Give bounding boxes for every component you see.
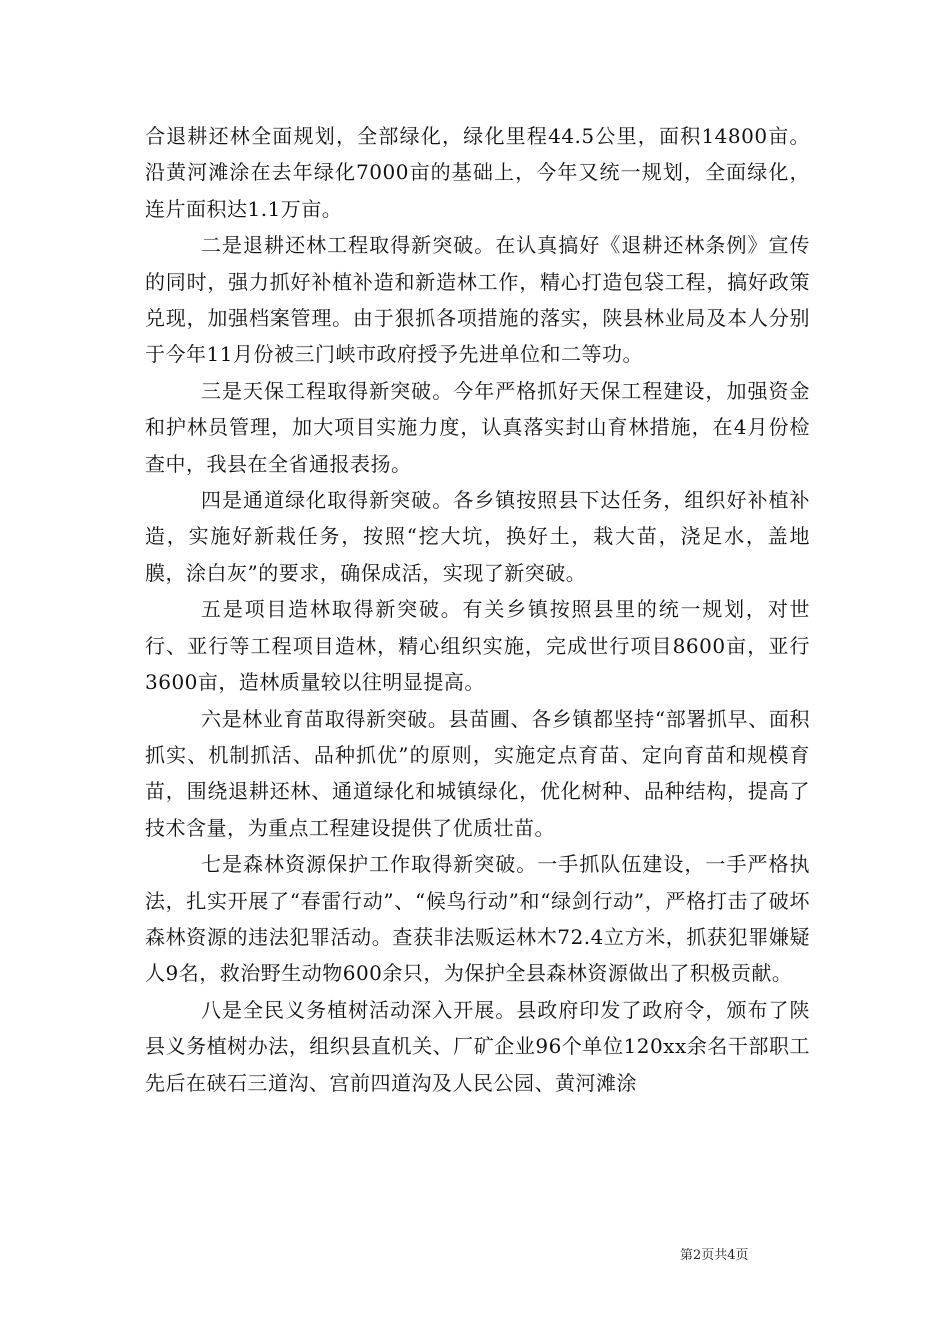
paragraph-forest-resource-protection: 七是森林资源保护工作取得新突破。一手抓队伍建设，一手严格执法，扎实开展了“春雷行动”、“候鸟行动”和“绿剑行动”，严格打击了破坏森林资源的违法犯罪活动。查获非法贩运林木72.4立方米，抓获犯罪嫌疑人9名，救治野生动物600余只，为保护全县森林资源做出了积极贡献。	[145, 852, 810, 986]
document-body	[145, 118, 810, 1101]
paragraph-returning-farmland: 二是退耕还林工程取得新突破。在认真搞好《退耕还林条例》宣传的同时，强力抓好补植补造和新造林工作，精心打造包袋工程，搞好政策兑现，加强档案管理。由于狠抓各项措施的落实，陕县林业局及本人分别于今年11月份被三门峡市政府授予先进单位和二等功。	[145, 233, 810, 367]
page-number-footer: 第2页共4页	[680, 1248, 749, 1263]
paragraph-natural-forest-protection: 三是天保工程取得新突破。今年严格抓好天保工程建设，加强资金和护林员管理，加大项目实施力度，认真落实封山育林措施，在4月份检查中，我县在全省通报表扬。	[145, 378, 810, 476]
paragraph-road-greening: 四是通道绿化取得新突破。各乡镇按照县下达任务，组织好补植补造，实施好新栽任务，按照“挖大坑，换好土，栽大苗，浇足水，盖地膜，涂白灰”的要求，确保成活，实现了新突破。	[145, 488, 810, 585]
paragraph-continuation: 合退耕还林全面规划，全部绿化，绿化里程44.5公里，面积14800亩。沿黄河滩涂在去年绿化7000亩的基础上，今年又统一规划，全面绿化，连片面积达1.1万亩。	[145, 124, 810, 221]
paragraph-voluntary-tree-planting: 八是全民义务植树活动深入开展。县政府印发了政府令，颁布了陕县义务植树办法，组织县直机关、厂矿企业96个单位120xx余名干部职工先后在硖石三道沟、宫前四道沟及人民公园、黄河滩涂	[145, 997, 810, 1095]
paragraph-seedling-breeding: 六是林业育苗取得新突破。县苗圃、各乡镇都坚持“部署抓早、面积抓实、机制抓活、品种抓优”的原则，实施定点育苗、定向育苗和规模育苗，围绕退耕还林、通道绿化和城镇绿化，优化树种、品种结构，提高了技术含量，为重点工程建设提供了优质壮苗。	[145, 706, 810, 840]
paragraph-project-afforestation: 五是项目造林取得新突破。有关乡镇按照县里的统一规划，对世行、亚行等工程项目造林，精心组织实施，完成世行项目8600亩，亚行3600亩，造林质量较以往明显提高。	[145, 597, 810, 695]
